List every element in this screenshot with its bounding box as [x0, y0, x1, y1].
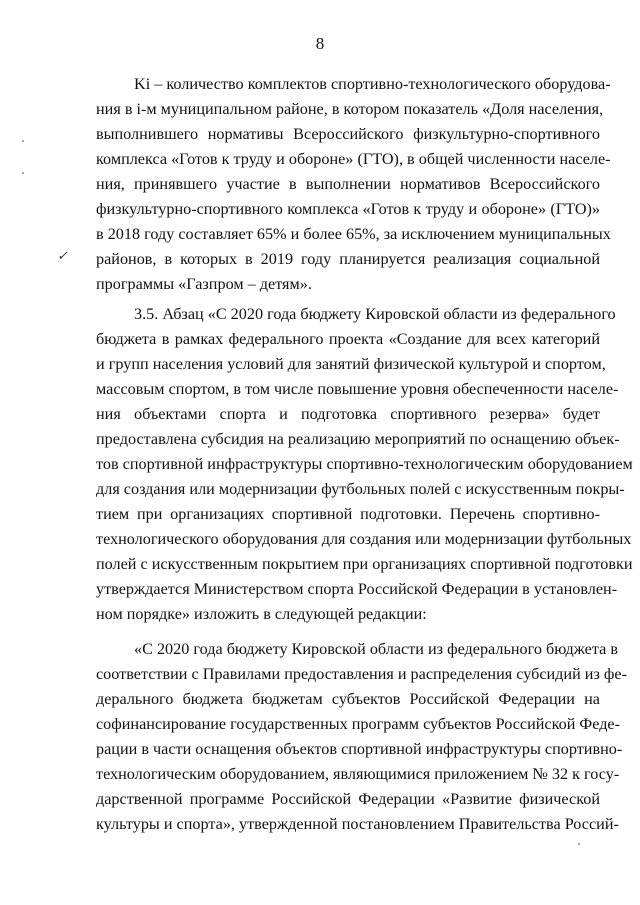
text-line: тием при организациях спортивной подготовки. Перечень спортивно-	[96, 505, 600, 523]
page-number: 8	[315, 34, 325, 53]
text-line: программы «Газпром – детям».	[96, 275, 312, 293]
text-line: технологическим оборудованием, являющимися приложением № 32 к госу-	[96, 765, 620, 783]
text-line: утверждается Министерством спорта Российской Федерации в установлен-	[96, 580, 618, 598]
text-line: 3.5. Абзац «С 2020 года бюджету Кировской области из федерального	[134, 305, 616, 323]
text-line: тов спортивной инфраструктуры спортивно-технологическим оборудованием	[96, 455, 633, 473]
text-line: и групп населения условий для занятий физической культурой и спортом,	[96, 355, 606, 373]
text-line: ния объектами спорта и подготовка спортивного резерва» будет	[96, 405, 600, 423]
text-line: полей с искусственным покрытием при организациях спортивной подготовки	[96, 555, 633, 573]
text-line: для создания или модернизации футбольных полей с искусственным покры-	[96, 480, 625, 498]
text-line: выполнившего нормативы Всероссийского физкультурно-спортивного	[96, 125, 600, 143]
text-line: ния, принявшего участие в выполнении нормативов Всероссийского	[96, 175, 600, 193]
text-line: соответствии с Правилами предоставления и распределения субсидий из фе-	[96, 665, 627, 683]
text-line: в 2018 году составляет 65% и более 65%, за исключением муниципальных	[96, 225, 611, 243]
text-line: технологического оборудования для создания или модернизации футбольных	[96, 530, 632, 548]
text-line: «С 2020 года бюджету Кировской области из федерального бюджета в	[134, 640, 619, 658]
text-line: ния в i-м муниципальном районе, в котором показатель «Доля населения,	[96, 100, 604, 118]
text-line: физкультурно-спортивного комплекса «Готов к труду и обороне» (ГТО)»	[96, 200, 600, 218]
text-line: дерального бюджета бюджетам субъектов Российской Федерации на	[96, 690, 600, 708]
text-line: бюджета в рамках федерального проекта «Создание для всех категорий	[96, 330, 600, 348]
text-line: ном порядке» изложить в следующей редакции:	[96, 605, 427, 623]
text-line: культуры и спорта», утвержденной постановлением Правительства Россий-	[96, 815, 619, 833]
text-line: дарственной программе Российской Федерации «Развитие физической	[96, 790, 600, 808]
scan-speck	[578, 843, 580, 845]
text-line: комплекса «Готов к труду и обороне» (ГТО), в общей численности населе-	[96, 150, 611, 168]
scan-speck	[22, 172, 24, 174]
text-line: предоставлена субсидия на реализацию мероприятий по оснащению объек-	[96, 430, 620, 448]
text-line: районов, в которых в 2019 году планируется реализация социальной	[96, 250, 600, 268]
margin-check-mark: ✓	[57, 248, 68, 263]
scan-speck	[22, 140, 24, 142]
text-line: Ki – количество комплектов спортивно-технологического оборудова-	[134, 75, 611, 93]
text-line: массовым спортом, в том числе повышение уровня обеспеченности населе-	[96, 380, 619, 398]
text-line: софинансирование государственных программ субъектов Российской Феде-	[96, 715, 621, 733]
text-line: рации в части оснащения объектов спортивной инфраструктуры спортивно-	[96, 740, 623, 758]
